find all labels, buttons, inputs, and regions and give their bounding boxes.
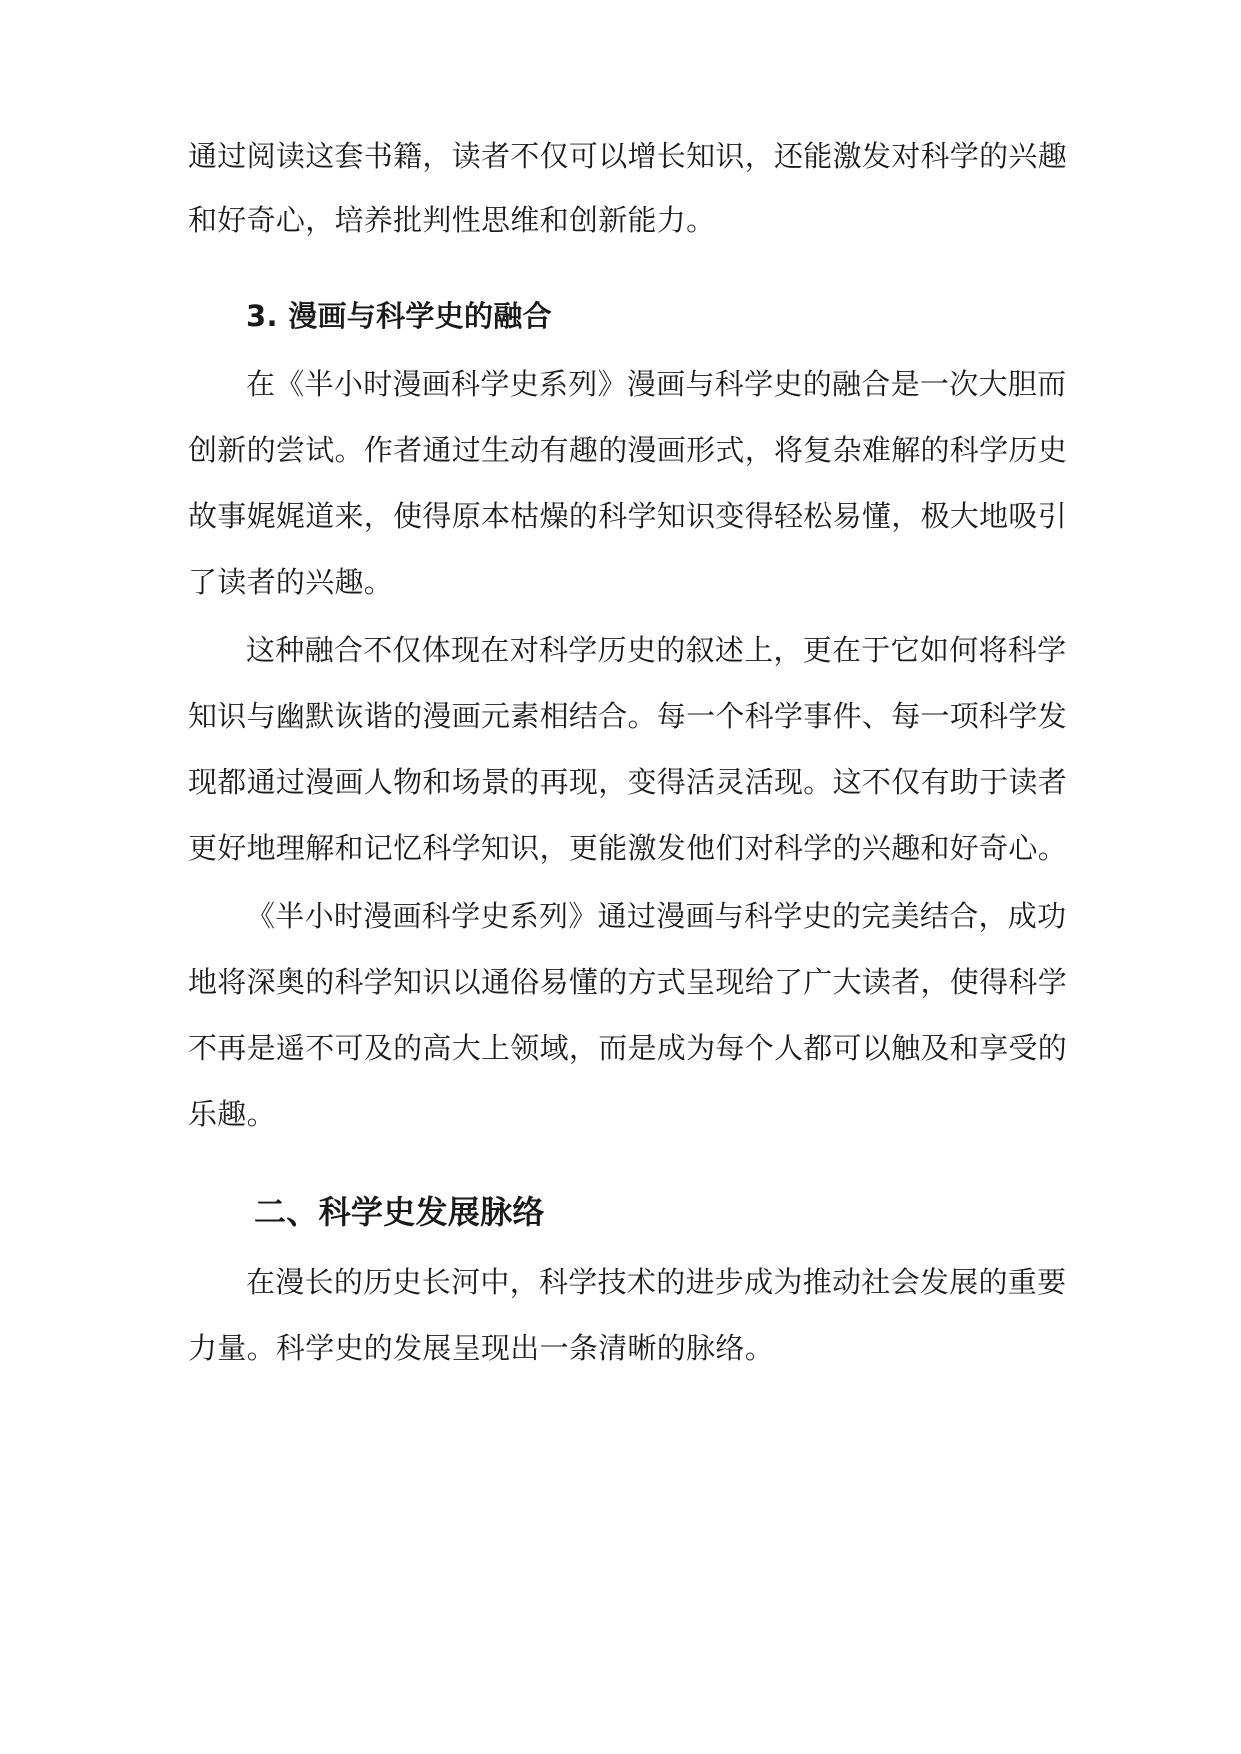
- body-text-line: 知识与幽默诙谐的漫画元素相结合。每一个科学事件、每一项科学发: [188, 699, 1068, 733]
- body-text-line: 力量。科学史的发展呈现出一条清晰的脉络。: [188, 1331, 775, 1365]
- section-heading: 3. 漫画与科学史的融合: [246, 299, 552, 333]
- body-text-line: 这种融合不仅体现在对科学历史的叙述上，更在于它如何将科学: [246, 633, 1067, 667]
- body-text-line: 不再是遥不可及的高大上领域，而是成为每个人都可以触及和享受的: [188, 1031, 1068, 1065]
- body-text-line: 创新的尝试。作者通过生动有趣的漫画形式，将复杂难解的科学历史: [188, 433, 1068, 467]
- body-text-line: 在《半小时漫画科学史系列》漫画与科学史的融合是一次大胆而: [246, 367, 1067, 401]
- body-text-line: 更好地理解和记忆科学知识，更能激发他们对科学的兴趣和好奇心。: [188, 831, 1068, 865]
- body-text-line: 在漫长的历史长河中，科学技术的进步成为推动社会发展的重要: [246, 1265, 1067, 1299]
- chapter-heading: 二、科学史发展脉络: [254, 1193, 545, 1231]
- body-text-line: 通过阅读这套书籍，读者不仅可以增长知识，还能激发对科学的兴趣: [188, 139, 1068, 173]
- body-text-line: 乐趣。: [188, 1097, 276, 1131]
- body-text-line: 了读者的兴趣。: [188, 565, 394, 599]
- body-text-line: 和好奇心，培养批判性思维和创新能力。: [188, 203, 716, 237]
- body-text-line: 地将深奥的科学知识以通俗易懂的方式呈现给了广大读者，使得科学: [188, 965, 1068, 999]
- body-text-line: 《半小时漫画科学史系列》通过漫画与科学史的完美结合，成功: [246, 899, 1067, 933]
- body-text-line: 故事娓娓道来，使得原本枯燥的科学知识变得轻松易懂，极大地吸引: [188, 499, 1068, 533]
- body-text-line: 现都通过漫画人物和场景的再现，变得活灵活现。这不仅有助于读者: [188, 765, 1068, 799]
